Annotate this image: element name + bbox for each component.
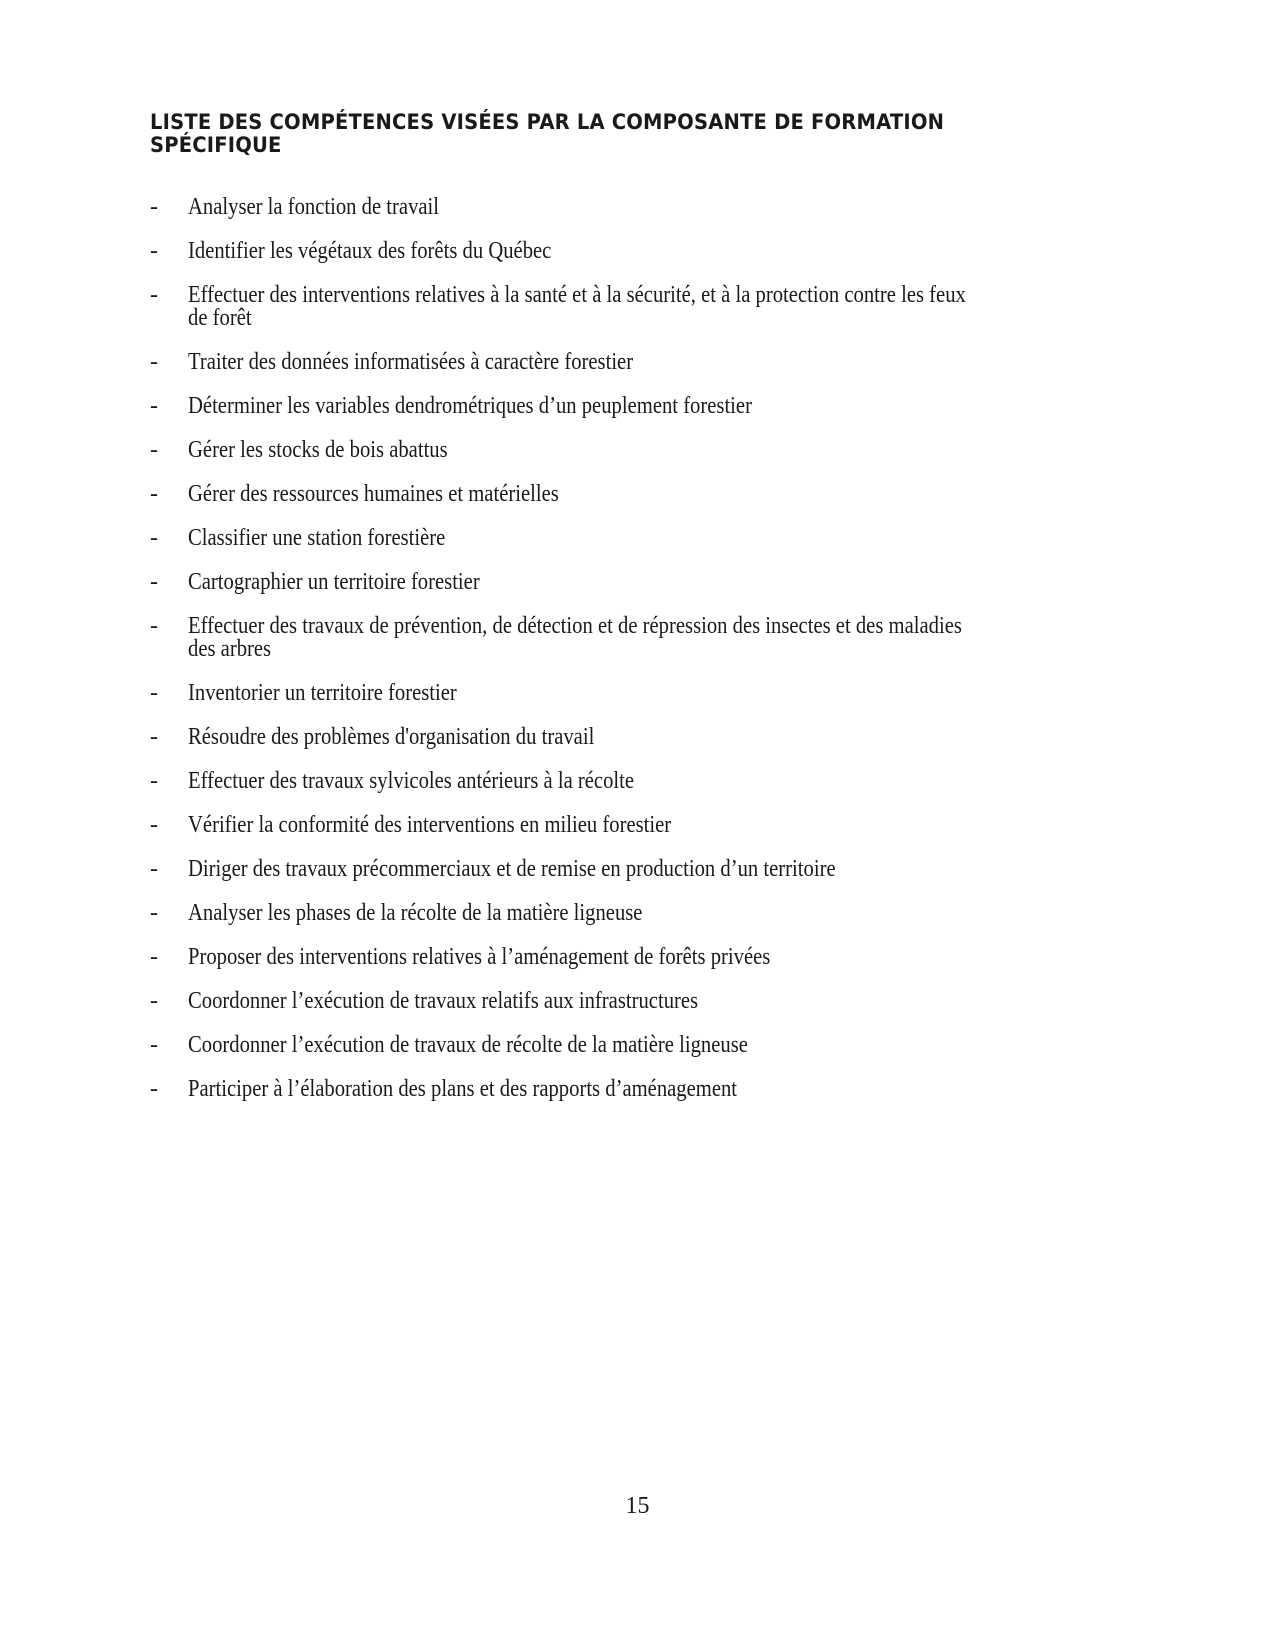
list-item-text: Identifier les végétaux des forêts du Québec	[188, 238, 552, 264]
list-item	[150, 196, 1110, 219]
list-item-marker: -	[150, 525, 158, 551]
list-item-marker: -	[150, 613, 158, 639]
list-item-marker: -	[150, 282, 158, 308]
list-item-text: Classifier une station forestière	[188, 525, 446, 551]
list-item	[150, 284, 1110, 330]
list-item-text: Effectuer des travaux de prévention, de détection et de répression des insectes et des maladies des arbres	[188, 613, 962, 662]
list-item-text: Analyser les phases de la récolte de la matière ligneuse	[188, 900, 643, 926]
list-item	[150, 946, 1110, 969]
list-item	[150, 483, 1110, 506]
list-item-marker: -	[150, 944, 158, 970]
list-item-marker: -	[150, 437, 158, 463]
list-item-text: Proposer des interventions relatives à l’aménagement de forêts privées	[188, 944, 771, 970]
competency-list	[150, 196, 1110, 1122]
list-item-text: Vérifier la conformité des interventions en milieu forestier	[188, 812, 672, 838]
list-item	[150, 571, 1110, 594]
list-item	[150, 902, 1110, 925]
list-item	[150, 990, 1110, 1013]
list-item-marker: -	[150, 1032, 158, 1058]
list-item	[150, 439, 1110, 462]
list-item-marker: -	[150, 194, 158, 220]
list-item-marker: -	[150, 680, 158, 706]
list-item	[150, 770, 1110, 793]
list-item-marker: -	[150, 724, 158, 750]
list-item	[150, 682, 1110, 705]
list-item-text: Déterminer les variables dendrométriques d’un peuplement forestier	[188, 393, 752, 419]
list-item-text: Effectuer des travaux sylvicoles antérieurs à la récolte	[188, 768, 635, 794]
list-item-text: Cartographier un territoire forestier	[188, 569, 480, 595]
list-item	[150, 615, 1110, 661]
list-item	[150, 814, 1110, 837]
list-item-marker: -	[150, 768, 158, 794]
section-heading-line-2: SPÉCIFIQUE	[150, 133, 282, 157]
list-item	[150, 395, 1110, 418]
list-item-marker: -	[150, 349, 158, 375]
list-item-marker: -	[150, 569, 158, 595]
list-item-marker: -	[150, 238, 158, 264]
list-item-marker: -	[150, 481, 158, 507]
list-item	[150, 351, 1110, 374]
list-item-marker: -	[150, 393, 158, 419]
section-heading-line-1: LISTE DES COMPÉTENCES VISÉES PAR LA COMPOSANTE DE FORMATION	[150, 110, 945, 134]
list-item-marker: -	[150, 856, 158, 882]
list-item-marker: -	[150, 1076, 158, 1102]
list-item-text: Inventorier un territoire forestier	[188, 680, 457, 706]
list-item-text: Coordonner l’exécution de travaux relatifs aux infrastructures	[188, 988, 699, 1014]
list-item-text: Gérer des ressources humaines et matérielles	[188, 481, 559, 507]
list-item-text: Coordonner l’exécution de travaux de récolte de la matière ligneuse	[188, 1032, 748, 1058]
list-item	[150, 527, 1110, 550]
list-item	[150, 858, 1110, 881]
list-item	[150, 240, 1110, 263]
section-heading	[150, 111, 1043, 157]
list-item-text: Effectuer des interventions relatives à la santé et à la sécurité, et à la protection contre les feux de forêt	[188, 282, 966, 331]
list-item-text: Gérer les stocks de bois abattus	[188, 437, 448, 463]
list-item-text: Résoudre des problèmes d'organisation du travail	[188, 724, 595, 750]
list-item-marker: -	[150, 988, 158, 1014]
list-item-marker: -	[150, 812, 158, 838]
list-item	[150, 1078, 1110, 1101]
list-item	[150, 726, 1110, 749]
list-item-text: Analyser la fonction de travail	[188, 194, 440, 220]
list-item-text: Participer à l’élaboration des plans et des rapports d’aménagement	[188, 1076, 738, 1102]
list-item-marker: -	[150, 900, 158, 926]
list-item-text: Traiter des données informatisées à caractère forestier	[188, 349, 634, 375]
list-item-text: Diriger des travaux précommerciaux et de remise en production d’un territoire	[188, 856, 836, 882]
list-item	[150, 1034, 1110, 1057]
page-number: 15	[625, 1493, 650, 1519]
